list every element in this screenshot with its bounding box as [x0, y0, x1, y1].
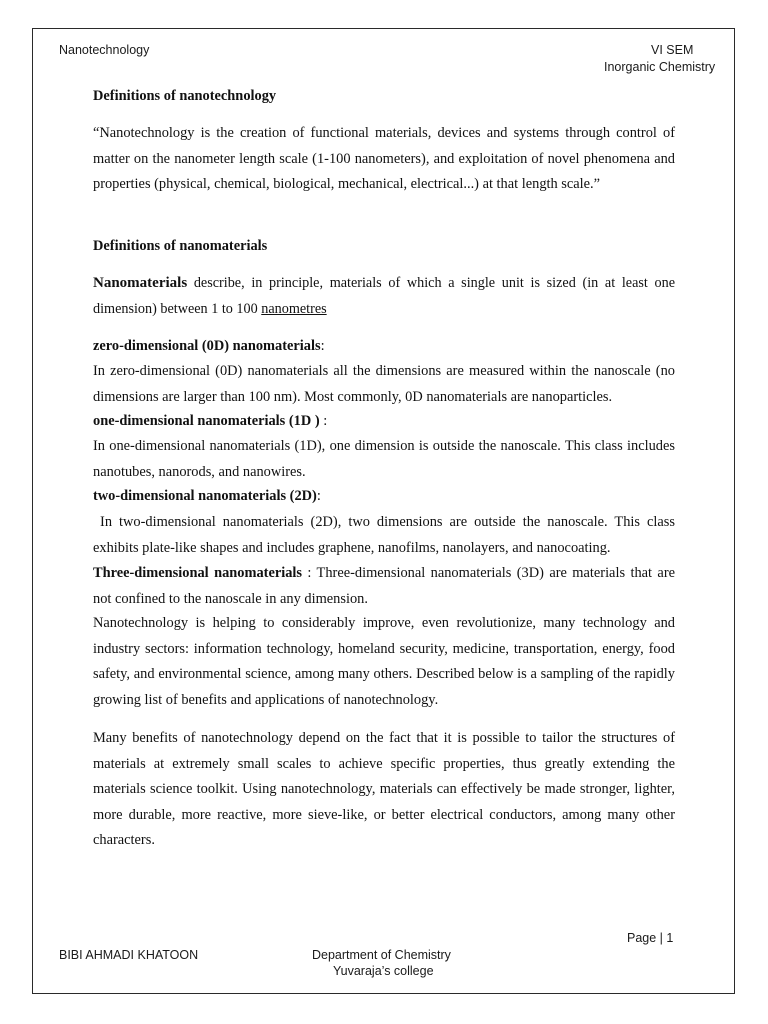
- one-dimensional-text: In one-dimensional nanomaterials (1D), one dimension is outside the nanoscale. This class includes nanotubes, nanorods, and nanowires.: [93, 438, 675, 480]
- zero-dimensional-colon: :: [320, 338, 325, 354]
- two-dimensional-text: In two-dimensional nanomaterials (2D), two dimensions are outside the nanoscale. This class exhibits plate-like shapes and includes graphene, nanofilms, nanolayers, and nanocoating.: [93, 514, 679, 556]
- page-number: Page | 1: [627, 931, 674, 945]
- applications-paragraph: Nanotechnology is helping to considerably improve, even revolutionize, many technology and industry sectors: information technology, homeland security, medicine, transportation, energy, food safety, and environmental science, among many others. Described below is a sampling of the rapidly growing list of benefits and applications of nanotechnology.: [93, 615, 675, 708]
- three-dimensional-text: : Three-dimensional nanomaterials (3D) are materials that are not confined to the nanoscale in any dimension.: [93, 565, 675, 607]
- two-dimensional-colon: :: [316, 488, 321, 504]
- heading-definitions-nanomaterials: Definitions of nanomaterials: [93, 238, 268, 254]
- zero-dimensional-heading-line: [93, 334, 675, 360]
- heading-definitions-nanotechnology: Definitions of nanotechnology: [93, 88, 277, 104]
- nanomaterials-term: Nanomaterials: [93, 275, 188, 291]
- zero-dimensional-heading: zero-dimensional (0D) nanomaterials: [93, 338, 321, 354]
- nanometres-link[interactable]: nanometres: [261, 300, 327, 317]
- nanomaterials-description: describe, in principle, materials of which a single unit is sized (in at least one dimension) between 1 to 100: [93, 275, 675, 317]
- one-dimensional-heading: one-dimensional nanomaterials (1D ): [93, 413, 320, 429]
- three-dimensional-heading: Three-dimensional nanomaterials: [93, 565, 303, 581]
- nanomaterials-definition: [93, 271, 675, 322]
- three-dimensional-paragraph: [93, 561, 675, 612]
- footer-department: Department of Chemistry: [312, 948, 451, 962]
- footer-college: Yuvaraja’s college: [333, 964, 434, 978]
- one-dimensional-colon: :: [319, 413, 328, 429]
- header-semester: VI SEM: [651, 43, 694, 57]
- zero-dimensional-text: In zero-dimensional (0D) nanomaterials all the dimensions are measured within the nanoscale (no dimensions are larger than 100 nm). Most commonly, 0D nanomaterials are nanoparticles.: [93, 363, 675, 405]
- two-dimensional-heading-line: [93, 484, 675, 510]
- header-subject: Nanotechnology: [59, 43, 150, 57]
- footer-author: BIBI AHMADI KHATOON: [59, 948, 199, 962]
- one-dimensional-heading-line: [93, 409, 675, 435]
- header-course: Inorganic Chemistry: [604, 60, 716, 74]
- benefits-paragraph: Many benefits of nanotechnology depend on the fact that it is possible to tailor the structures of materials at extremely small scales to achieve specific properties, thus greatly extending the materials science toolkit. Using nanotechnology, materials can effectively be made stronger, lighter, more durable, more reactive, more sieve-like, or better electrical conductors, among many other characters.: [93, 730, 675, 848]
- nanotechnology-definition-quote: “Nanotechnology is the creation of functional materials, devices and systems through control of matter on the nanometer length scale (1-100 nanometers), and exploitation of novel phenomena and properties (physical, chemical, biological, mechanical, electrical...) at that length scale.”: [93, 125, 675, 192]
- two-dimensional-heading: two-dimensional nanomaterials (2D): [93, 488, 317, 504]
